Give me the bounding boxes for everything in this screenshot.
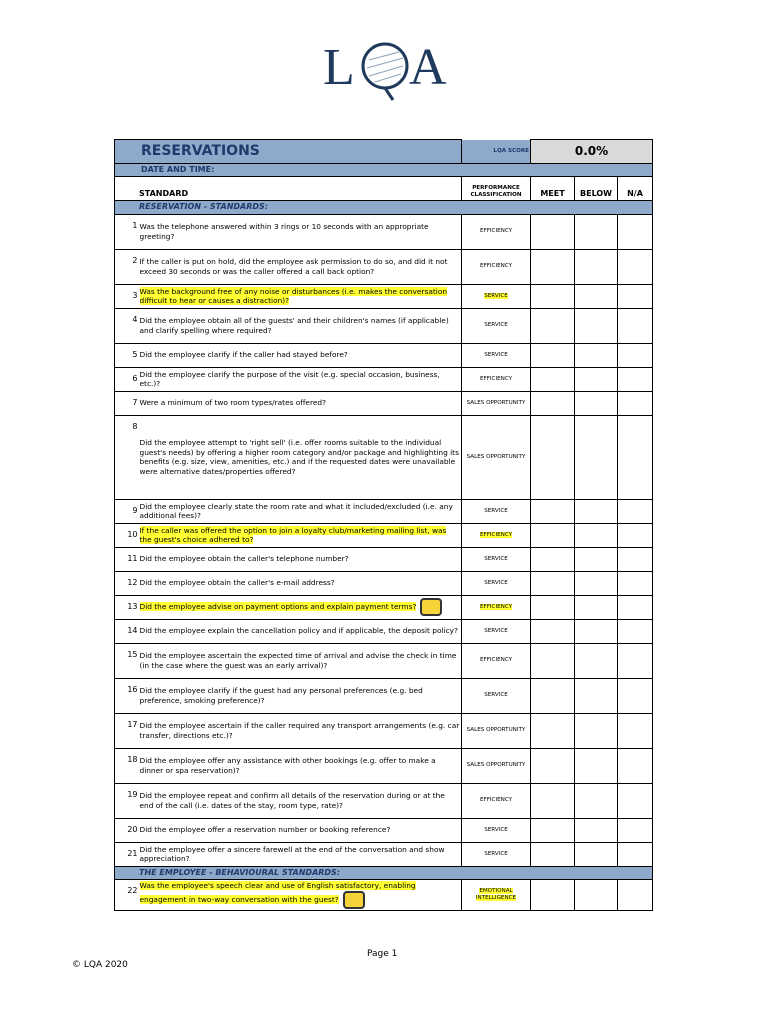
lqa-score-label: LQA SCORE (493, 147, 529, 154)
na-cell[interactable] (618, 547, 653, 571)
meet-cell[interactable] (531, 678, 575, 713)
below-cell[interactable] (575, 842, 618, 866)
row-number: 3 (115, 284, 139, 308)
row-number: 22 (115, 880, 139, 911)
row-number: 13 (115, 595, 139, 619)
row-number: 5 (115, 343, 139, 367)
row-number: 6 (115, 367, 139, 391)
row-number: 10 (115, 523, 139, 547)
standard-text: Did the employee clearly state the room rate and what it included/excluded (i.e. any additional fees)? (139, 501, 453, 521)
na-cell[interactable] (618, 713, 653, 748)
na-cell[interactable] (618, 284, 653, 308)
meet-cell[interactable] (531, 713, 575, 748)
meet-cell[interactable] (531, 343, 575, 367)
table-row (115, 783, 653, 818)
col-perf: PERFORMANCE CLASSIFICATION (462, 177, 531, 201)
below-cell[interactable] (575, 284, 618, 308)
meet-cell[interactable] (531, 499, 575, 523)
classification: SERVICE (484, 351, 508, 358)
table-row (115, 249, 653, 284)
na-cell[interactable] (618, 415, 653, 499)
standard-text: If the caller is put on hold, did the employee ask permission to do so, and did it not exceed 30 seconds or was the caller offered a call back option? (139, 257, 448, 276)
below-cell[interactable] (575, 783, 618, 818)
meet-cell[interactable] (531, 415, 575, 499)
na-cell[interactable] (618, 880, 653, 911)
standard-text: Did the employee offer any assistance with other bookings (e.g. offer to make a dinner or spa reservation)? (139, 756, 436, 775)
meet-cell[interactable] (531, 880, 575, 911)
row-number: 19 (115, 783, 139, 818)
below-cell[interactable] (575, 391, 618, 415)
na-cell[interactable] (618, 842, 653, 866)
classification: EFFICIENCY (479, 375, 513, 382)
table-row (115, 308, 653, 343)
row-number: 18 (115, 748, 139, 783)
table-row (115, 284, 653, 308)
classification: EFFICIENCY (479, 657, 513, 664)
below-cell[interactable] (575, 415, 618, 499)
section-header: RESERVATION - STANDARDS: (115, 201, 653, 214)
lqa-logo (323, 32, 447, 102)
col-below: BELOW (575, 177, 618, 201)
na-cell[interactable] (618, 783, 653, 818)
classification: EFFICIENCY (479, 531, 513, 538)
meet-cell[interactable] (531, 748, 575, 783)
classification: SERVICE (484, 627, 508, 634)
standard-text: Did the employee clarify the purpose of the visit (e.g. special occasion, business, etc.)? (139, 369, 440, 389)
classification: SALES OPPORTUNITY (466, 453, 526, 460)
below-cell[interactable] (575, 595, 618, 619)
classification: EMOTIONAL INTELLIGENCE (475, 887, 517, 901)
classification: SALES OPPORTUNITY (466, 762, 526, 769)
below-cell[interactable] (575, 678, 618, 713)
classification: EFFICIENCY (479, 263, 513, 270)
page-number: Page 1 (367, 949, 398, 959)
below-cell[interactable] (575, 249, 618, 284)
meet-cell[interactable] (531, 308, 575, 343)
meet-cell[interactable] (531, 214, 575, 249)
comment-icon[interactable] (343, 891, 365, 909)
na-cell[interactable] (618, 818, 653, 842)
meet-cell[interactable] (531, 547, 575, 571)
table-row (115, 391, 653, 415)
col-na: N/A (618, 177, 653, 201)
below-cell[interactable] (575, 367, 618, 391)
col-meet: MEET (531, 177, 575, 201)
date-label: DATE AND TIME: (115, 164, 653, 177)
classification: SALES OPPORTUNITY (466, 727, 526, 734)
below-cell[interactable] (575, 880, 618, 911)
table-row (115, 367, 653, 391)
na-cell[interactable] (618, 619, 653, 643)
standard-text: Did the employee obtain the caller's telephone number? (139, 554, 349, 564)
row-number: 21 (115, 842, 139, 866)
table-row (115, 523, 653, 547)
classification: EFFICIENCY (479, 797, 513, 804)
na-cell[interactable] (618, 367, 653, 391)
row-number: 17 (115, 713, 139, 748)
table-row (115, 713, 653, 748)
meet-cell[interactable] (531, 367, 575, 391)
row-number: 12 (115, 571, 139, 595)
table-row (115, 214, 653, 249)
meet-cell[interactable] (531, 571, 575, 595)
na-cell[interactable] (618, 391, 653, 415)
meet-cell[interactable] (531, 284, 575, 308)
below-cell[interactable] (575, 308, 618, 343)
standard-text: If the caller was offered the option to join a loyalty club/marketing mailing list, was the guest's choice adhered to? (139, 525, 447, 545)
na-cell[interactable] (618, 523, 653, 547)
standard-text: Did the employee ascertain the expected time of arrival and advise the check in time (in the case where the guest was an early arrival)? (139, 651, 457, 670)
standard-text: Was the background free of any noise or disturbances (i.e. makes the conversation difficult to hear or causes a distraction)? (139, 286, 448, 306)
page-title: RESERVATIONS (115, 140, 462, 164)
below-cell[interactable] (575, 818, 618, 842)
below-cell[interactable] (575, 619, 618, 643)
na-cell[interactable] (618, 595, 653, 619)
row-number: 15 (115, 643, 139, 678)
standard-text: Did the employee advise on payment options and explain payment terms? (139, 602, 417, 612)
na-cell[interactable] (618, 308, 653, 343)
meet-cell[interactable] (531, 249, 575, 284)
classification: SERVICE (484, 579, 508, 586)
classification: SERVICE (484, 692, 508, 699)
table-row (115, 818, 653, 842)
copyright: © LQA 2020 (72, 960, 128, 970)
standard-text: Did the employee explain the cancellation policy and if applicable, the deposit policy? (139, 626, 458, 636)
row-number: 16 (115, 678, 139, 713)
below-cell[interactable] (575, 571, 618, 595)
classification: SERVICE (484, 555, 508, 562)
svg-text:A: A (409, 39, 447, 96)
below-cell[interactable] (575, 748, 618, 783)
row-number: 8 (115, 415, 139, 499)
standard-text: Did the employee clarify if the caller had stayed before? (139, 350, 348, 360)
row-number: 4 (115, 308, 139, 343)
standard-text: Did the employee repeat and confirm all details of the reservation during or at the end of the call (i.e. dates of the stay, room type, rate)? (139, 791, 445, 810)
below-cell[interactable] (575, 713, 618, 748)
table-row (115, 571, 653, 595)
table-row (115, 595, 653, 619)
na-cell[interactable] (618, 748, 653, 783)
row-number: 1 (115, 214, 139, 249)
svg-text:L: L (323, 39, 355, 96)
standard-text: Was the employee's speech clear and use of English satisfactory, enabling engagement in two-way conversation with the guest? (139, 881, 416, 904)
classification: EFFICIENCY (479, 603, 513, 610)
row-number: 2 (115, 249, 139, 284)
row-number: 14 (115, 619, 139, 643)
classification: SERVICE (484, 850, 508, 857)
row-number: 7 (115, 391, 139, 415)
table-row (115, 343, 653, 367)
na-cell[interactable] (618, 678, 653, 713)
comment-icon[interactable] (420, 598, 442, 616)
meet-cell[interactable] (531, 391, 575, 415)
table-row (115, 619, 653, 643)
standard-text: Did the employee obtain the caller's e-mail address? (139, 578, 335, 588)
below-cell[interactable] (575, 547, 618, 571)
below-cell[interactable] (575, 214, 618, 249)
below-cell[interactable] (575, 343, 618, 367)
table-row (115, 748, 653, 783)
col-standard: STANDARD (115, 177, 462, 201)
below-cell[interactable] (575, 499, 618, 523)
standard-text: Did the employee offer a reservation number or booking reference? (139, 825, 391, 835)
na-cell[interactable] (618, 643, 653, 678)
row-number: 20 (115, 818, 139, 842)
classification: SERVICE (484, 322, 508, 329)
classification: SERVICE (484, 292, 508, 299)
table-row (115, 678, 653, 713)
meet-cell[interactable] (531, 783, 575, 818)
standard-text: Were a minimum of two room types/rates offered? (139, 398, 327, 408)
row-number: 11 (115, 547, 139, 571)
meet-cell[interactable] (531, 619, 575, 643)
table-row (115, 643, 653, 678)
standard-text: Did the employee offer a sincere farewell at the end of the conversation and show appreciation? (139, 844, 445, 864)
standard-text: Did the employee ascertain if the caller required any transport arrangements (e.g. car transfer, directions etc.)? (139, 721, 460, 740)
meet-cell[interactable] (531, 842, 575, 866)
table-row (115, 880, 653, 911)
meet-cell[interactable] (531, 595, 575, 619)
meet-cell[interactable] (531, 643, 575, 678)
table-row (115, 415, 653, 499)
na-cell[interactable] (618, 343, 653, 367)
row-number: 9 (115, 499, 139, 523)
below-cell[interactable] (575, 523, 618, 547)
classification: EFFICIENCY (479, 228, 513, 235)
na-cell[interactable] (618, 214, 653, 249)
table-row (115, 499, 653, 523)
na-cell[interactable] (618, 249, 653, 284)
na-cell[interactable] (618, 571, 653, 595)
table-row (115, 547, 653, 571)
reservations-table (114, 139, 653, 911)
lqa-score: 0.0% (531, 140, 653, 164)
classification: SERVICE (484, 507, 508, 514)
section-header: THE EMPLOYEE - BEHAVIOURAL STANDARDS: (115, 866, 653, 879)
standard-text: Did the employee clarify if the guest had any personal preferences (e.g. bed preference, smoking preference)? (139, 686, 423, 705)
standard-text: Was the telephone answered within 3 rings or 10 seconds with an appropriate greeting? (139, 222, 429, 241)
below-cell[interactable] (575, 643, 618, 678)
classification: SERVICE (484, 826, 508, 833)
meet-cell[interactable] (531, 818, 575, 842)
table-row (115, 842, 653, 866)
standard-text: Did the employee attempt to 'right sell' (i.e. offer rooms suitable to the individual guest's needs) by offering a higher room category and/or package and highlighting its benefits (e.g. size, view, amenities, etc.) and if the requested dates were unavailable were alternative dates/properties offered? (139, 438, 459, 476)
na-cell[interactable] (618, 499, 653, 523)
meet-cell[interactable] (531, 523, 575, 547)
standard-text: Did the employee obtain all of the guests' and their children's names (if applicable) and clarify spelling where required? (139, 316, 449, 335)
classification: SALES OPPORTUNITY (466, 399, 526, 406)
